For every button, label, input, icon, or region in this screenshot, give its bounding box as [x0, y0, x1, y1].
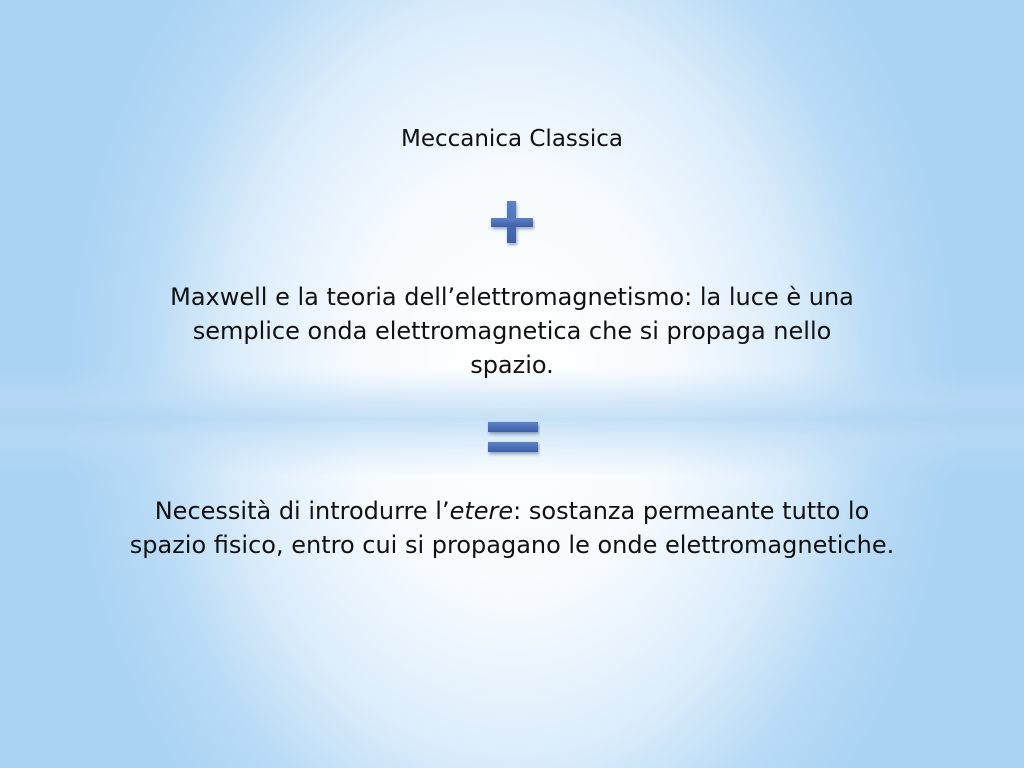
- plus-icon: [489, 199, 535, 247]
- conclusion-text: [80, 494, 944, 562]
- conclusion-line-2: spazio fisico, entro cui si propagano le onde elettromagnetiche.: [129, 531, 895, 559]
- slide-title: Meccanica Classica: [400, 126, 624, 152]
- conclusion-text-before: Necessità di introdurre l’: [154, 497, 450, 525]
- conclusion-text-after: : sostanza permeante tutto lo: [513, 497, 870, 525]
- premise-text: [80, 280, 944, 382]
- equals-icon: [486, 418, 540, 458]
- premise-line: Maxwell e la teoria dell’elettromagnetismo: la luce è una: [170, 283, 854, 311]
- premise-line: spazio.: [470, 351, 554, 379]
- etere-term: etere: [449, 497, 514, 525]
- premise-line: semplice onda elettromagnetica che si propaga nello: [192, 317, 832, 345]
- conclusion-line-1: [80, 494, 944, 528]
